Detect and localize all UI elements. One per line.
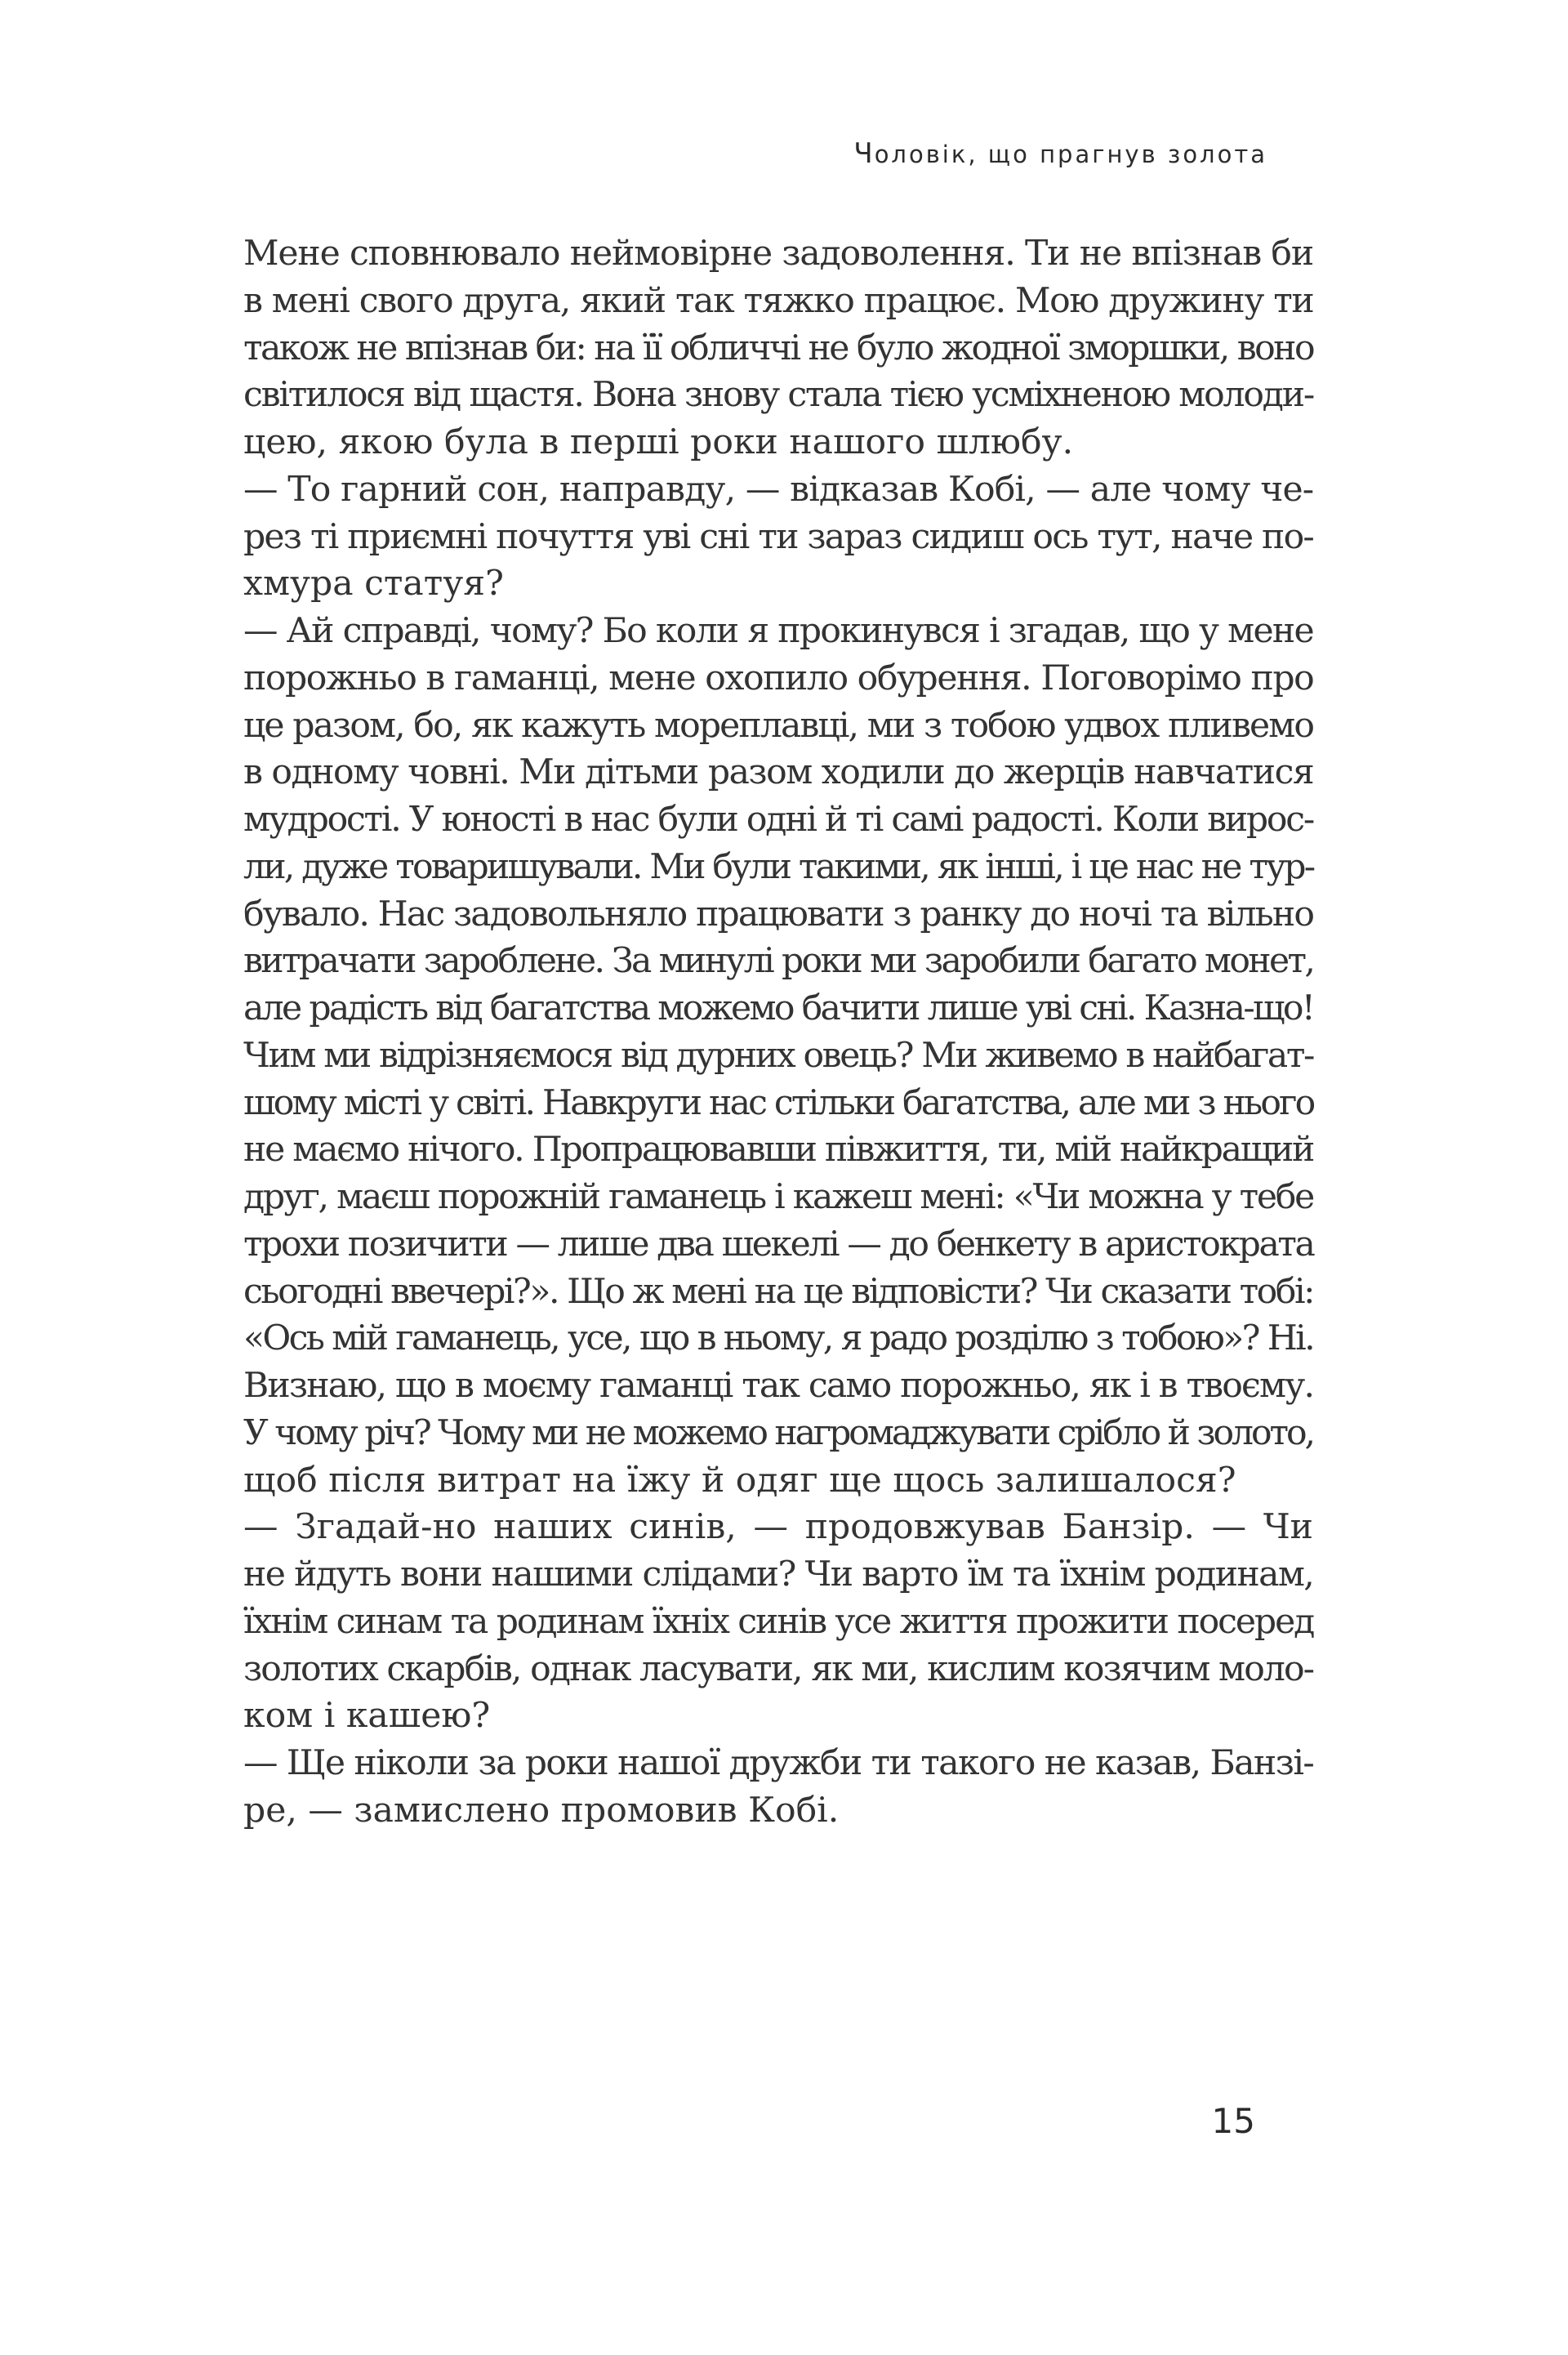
text-line: — Ай справді, чому? Бо коли я прокинувся і згадав, що у мене [243,611,1313,651]
text-line: мудрості. У юності в нас були одні й ті самі радості. Коли вирос- [243,800,1314,840]
text-line: Чим ми відрізняємося від дурних овець? Ми живемо в найбагат- [243,1035,1313,1076]
text-line: витрачати зароблене. За минулі роки ми заробили багато монет, [243,941,1314,982]
text-line: не маємо нічого. Пропрацювавши півжиття, ти, мій найкращий [243,1130,1314,1171]
running-head [853,137,1267,170]
text-line: трохи позичити — лише два шекелі — до бенкету в аристократа [243,1224,1314,1264]
text-line: їхнім синам та родинам їхніх синів усе життя прожити посеред [243,1601,1314,1642]
text-line: але радість від багатства можемо бачити лише уві сні. Казна-що! [243,988,1314,1028]
text-line: цею, якою була в перші роки нашого шлюбу. [243,422,1074,462]
text-line: — То гарний сон, направду, — відказав Кобі, — але чому че- [243,469,1314,510]
text-line: — Ще ніколи за роки нашої дружби ти такого не казав, Банзі- [243,1743,1314,1783]
text-line: Мене сповнювало неймовірне задоволення. Ти не впізнав би [243,234,1313,274]
text-line: рез ті приємні почуття уві сні ти зараз сидиш ось тут, наче по- [243,516,1313,557]
text-line: — Згадай-но наших синів, — продовжував Банзір. — Чи [243,1507,1313,1548]
text-line: хмура статуя? [243,564,504,604]
text-line: щоб після витрат на їжу й одяг ще щось залишалося? [243,1460,1236,1501]
text-line: шому місті у світі. Навкруги нас стільки багатства, але ми з нього [243,1082,1314,1123]
text-line: в одному човні. Ми дітьми разом ходили до жерців навчатися [243,752,1314,793]
running-head-text: оловік, що прагнув золота [874,140,1267,168]
text-line: У чому річ? Чому ми не можемо нагромаджувати срібло й золото, [243,1412,1313,1453]
running-head-initial: Ч [853,137,875,170]
text-line: світилося від щастя. Вона знову стала тією усміхненою молоди- [243,375,1313,416]
text-line: не йдуть вони нашими слідами? Чи варто їм та їхнім родинам, [243,1554,1314,1595]
text-line: ли, дуже товаришували. Ми були такими, як інші, і це нас не тур- [243,846,1314,887]
text-line: друг, маєш порожній гаманець і кажеш мені: «Чи можна у тебе [243,1177,1313,1217]
text-line: ком і кашею? [243,1696,491,1737]
text-line: ре, — замислено промовив Кобі. [243,1790,840,1831]
text-line: в мені свого друга, який так тяжко працює. Мою дружину ти [243,280,1314,321]
text-line: бувало. Нас задовольняло працювати з ранку до ночі та вільно [243,894,1314,934]
page-number: 15 [1211,2101,1255,2141]
text-line: «Ось мій гаманець, усе, що в ньому, я радо розділю з тобою»? Ні. [243,1318,1313,1359]
body-text [243,230,1313,1835]
text-line: порожньо в гаманці, мене охопило обурення. Поговорімо про [243,658,1314,698]
text-line: також не впізнав би: на її обличчі не було жодної зморшки, воно [243,328,1313,368]
text-line: сьогодні ввечері?». Що ж мені на це відповісти? Чи сказати тобі: [243,1271,1313,1312]
text-line: золотих скарбів, однак ласувати, як ми, кислим козячим моло- [243,1648,1314,1689]
text-line: це разом, бо, як кажуть мореплавці, ми з тобою удвох пливемо [243,705,1314,746]
text-line: Визнаю, що в моєму гаманці так само порожньо, як і в твоєму. [243,1366,1314,1406]
